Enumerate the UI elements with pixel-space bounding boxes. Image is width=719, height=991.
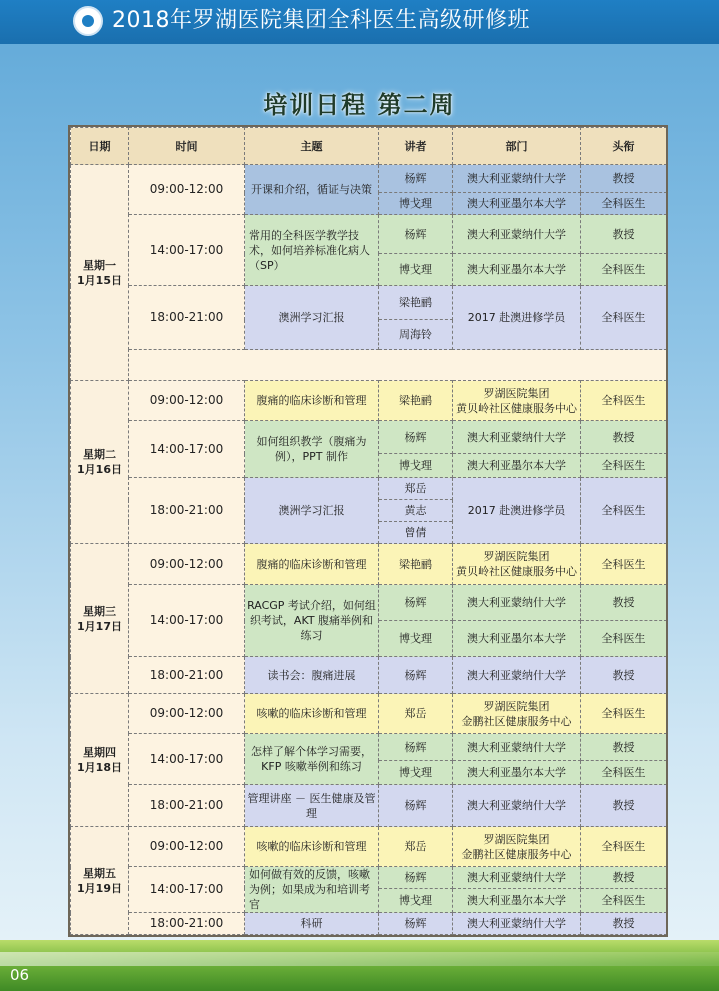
col-header-topic: 主题 bbox=[245, 128, 379, 165]
lecturer-cell: 博戈理 bbox=[379, 454, 453, 478]
table-row bbox=[71, 544, 667, 585]
day-cell-thursday: 星期四 1月18日 bbox=[71, 694, 129, 827]
table-row bbox=[71, 478, 667, 500]
table-row bbox=[71, 913, 667, 935]
topic-cell: 腹痛的临床诊断和管理 bbox=[245, 544, 379, 585]
table-row bbox=[71, 785, 667, 827]
department-cell: 澳大利亚墨尔本大学 bbox=[453, 621, 581, 657]
spacer-row bbox=[71, 350, 667, 381]
time-cell: 18:00-21:00 bbox=[129, 286, 245, 350]
title-cell: 教授 bbox=[581, 657, 667, 694]
time-cell: 18:00-21:00 bbox=[129, 478, 245, 544]
table-row bbox=[71, 286, 667, 320]
lecturer-cell: 杨辉 bbox=[379, 215, 453, 254]
topic-cell: 开课和介绍，循证与决策 bbox=[245, 165, 379, 215]
lecturer-cell: 博戈理 bbox=[379, 193, 453, 215]
lecturer-cell: 杨辉 bbox=[379, 421, 453, 454]
table-row bbox=[71, 827, 667, 867]
title-cell: 全科医生 bbox=[581, 254, 667, 286]
title-cell: 全科医生 bbox=[581, 827, 667, 867]
topic-cell: 科研 bbox=[245, 913, 379, 935]
department-cell: 罗湖医院集团 金鹏社区健康服务中心 bbox=[453, 694, 581, 734]
lecturer-cell: 郑岳 bbox=[379, 827, 453, 867]
department-cell: 2017 赴澳进修学员 bbox=[453, 286, 581, 350]
table-row bbox=[71, 585, 667, 621]
department-cell: 澳大利亚蒙纳什大学 bbox=[453, 867, 581, 889]
title-cell: 教授 bbox=[581, 165, 667, 193]
table-row bbox=[71, 694, 667, 734]
table-row bbox=[71, 421, 667, 454]
lecturer-cell: 博戈理 bbox=[379, 761, 453, 785]
table-row bbox=[71, 657, 667, 694]
time-cell: 14:00-17:00 bbox=[129, 734, 245, 785]
topic-cell: 读书会：腹痛进展 bbox=[245, 657, 379, 694]
time-cell: 14:00-17:00 bbox=[129, 585, 245, 657]
table-row bbox=[71, 215, 667, 254]
table-row bbox=[71, 867, 667, 889]
lecturer-cell: 博戈理 bbox=[379, 621, 453, 657]
table-row bbox=[71, 165, 667, 193]
table-header-row bbox=[71, 128, 667, 165]
department-cell: 澳大利亚蒙纳什大学 bbox=[453, 421, 581, 454]
schedule-title: 培训日程 第二周 bbox=[263, 91, 456, 119]
lecturer-cell: 杨辉 bbox=[379, 785, 453, 827]
topic-cell: 咳嗽的临床诊断和管理 bbox=[245, 827, 379, 867]
lecturer-cell: 杨辉 bbox=[379, 734, 453, 761]
col-header-date: 日期 bbox=[71, 128, 129, 165]
department-cell: 罗湖医院集团 金鹏社区健康服务中心 bbox=[453, 827, 581, 867]
time-cell: 14:00-17:00 bbox=[129, 421, 245, 478]
lecturer-cell: 博戈理 bbox=[379, 254, 453, 286]
header-bar bbox=[0, 0, 719, 44]
lecturer-cell: 郑岳 bbox=[379, 694, 453, 734]
department-cell: 罗湖医院集团 黄贝岭社区健康服务中心 bbox=[453, 544, 581, 585]
col-header-lecturer: 讲者 bbox=[379, 128, 453, 165]
time-cell: 09:00-12:00 bbox=[129, 381, 245, 421]
topic-cell: 澳洲学习汇报 bbox=[245, 286, 379, 350]
lecturer-cell: 梁艳鹂 bbox=[379, 544, 453, 585]
lecturer-cell: 周海铃 bbox=[379, 320, 453, 350]
schedule-table-frame bbox=[68, 125, 668, 937]
department-cell: 2017 赴澳进修学员 bbox=[453, 478, 581, 544]
day-cell-monday: 星期一 1月15日 bbox=[71, 165, 129, 381]
schedule-table bbox=[70, 127, 667, 935]
title-cell: 教授 bbox=[581, 867, 667, 889]
day-cell-wednesday: 星期三 1月17日 bbox=[71, 544, 129, 694]
lecturer-cell: 曾倩 bbox=[379, 522, 453, 544]
col-header-time: 时间 bbox=[129, 128, 245, 165]
hospital-logo-icon bbox=[73, 6, 103, 36]
lecturer-cell: 杨辉 bbox=[379, 867, 453, 889]
lecturer-cell: 梁艳鹂 bbox=[379, 286, 453, 320]
time-cell: 09:00-12:00 bbox=[129, 694, 245, 734]
department-cell: 澳大利亚蒙纳什大学 bbox=[453, 913, 581, 935]
footer-highlight bbox=[0, 952, 719, 966]
lecturer-cell: 郑岳 bbox=[379, 478, 453, 500]
title-cell: 全科医生 bbox=[581, 286, 667, 350]
lecturer-cell: 杨辉 bbox=[379, 913, 453, 935]
time-cell: 18:00-21:00 bbox=[129, 785, 245, 827]
title-cell: 全科医生 bbox=[581, 478, 667, 544]
table-row bbox=[71, 381, 667, 421]
title-cell: 全科医生 bbox=[581, 621, 667, 657]
title-cell: 全科医生 bbox=[581, 761, 667, 785]
title-cell: 全科医生 bbox=[581, 193, 667, 215]
lecturer-cell: 杨辉 bbox=[379, 585, 453, 621]
topic-cell: 常用的全科医学教学技术，如何培养标准化病人（SP） bbox=[245, 215, 379, 286]
lecturer-cell: 杨辉 bbox=[379, 165, 453, 193]
table-row bbox=[71, 734, 667, 761]
document-title: 2018年罗湖医院集团全科医生高级研修班 bbox=[112, 8, 530, 33]
lecturer-cell: 黄志 bbox=[379, 500, 453, 522]
department-cell: 澳大利亚蒙纳什大学 bbox=[453, 165, 581, 193]
department-cell: 澳大利亚蒙纳什大学 bbox=[453, 585, 581, 621]
title-cell: 教授 bbox=[581, 585, 667, 621]
title-cell: 全科医生 bbox=[581, 888, 667, 912]
title-cell: 全科医生 bbox=[581, 544, 667, 585]
department-cell: 澳大利亚墨尔本大学 bbox=[453, 888, 581, 912]
department-cell: 澳大利亚蒙纳什大学 bbox=[453, 734, 581, 761]
department-cell: 澳大利亚蒙纳什大学 bbox=[453, 785, 581, 827]
topic-cell: 如何做有效的反馈，咳嗽为例；如果成为和培训考官 bbox=[245, 867, 379, 913]
topic-cell: 咳嗽的临床诊断和管理 bbox=[245, 694, 379, 734]
topic-cell: 怎样了解个体学习需要，KFP 咳嗽举例和练习 bbox=[245, 734, 379, 785]
topic-cell: 如何组织教学（腹痛为例），PPT 制作 bbox=[245, 421, 379, 478]
department-cell: 澳大利亚墨尔本大学 bbox=[453, 761, 581, 785]
time-cell: 18:00-21:00 bbox=[129, 657, 245, 694]
time-cell: 09:00-12:00 bbox=[129, 544, 245, 585]
col-header-title: 头衔 bbox=[581, 128, 667, 165]
topic-cell: 管理讲座 － 医生健康及管理 bbox=[245, 785, 379, 827]
title-cell: 教授 bbox=[581, 913, 667, 935]
department-cell: 罗湖医院集团 黄贝岭社区健康服务中心 bbox=[453, 381, 581, 421]
time-cell: 14:00-17:00 bbox=[129, 867, 245, 913]
topic-cell: 腹痛的临床诊断和管理 bbox=[245, 381, 379, 421]
topic-cell: 澳洲学习汇报 bbox=[245, 478, 379, 544]
department-cell: 澳大利亚蒙纳什大学 bbox=[453, 657, 581, 694]
day-cell-friday: 星期五 1月19日 bbox=[71, 827, 129, 935]
title-cell: 教授 bbox=[581, 215, 667, 254]
department-cell: 澳大利亚蒙纳什大学 bbox=[453, 215, 581, 254]
lecturer-cell: 博戈理 bbox=[379, 888, 453, 912]
title-cell: 教授 bbox=[581, 734, 667, 761]
col-header-department: 部门 bbox=[453, 128, 581, 165]
department-cell: 澳大利亚墨尔本大学 bbox=[453, 254, 581, 286]
title-cell: 全科医生 bbox=[581, 694, 667, 734]
lecturer-cell: 杨辉 bbox=[379, 657, 453, 694]
title-cell: 教授 bbox=[581, 421, 667, 454]
time-cell: 18:00-21:00 bbox=[129, 913, 245, 935]
time-cell: 14:00-17:00 bbox=[129, 215, 245, 286]
title-cell: 教授 bbox=[581, 785, 667, 827]
time-cell: 09:00-12:00 bbox=[129, 165, 245, 215]
title-cell: 全科医生 bbox=[581, 381, 667, 421]
department-cell: 澳大利亚墨尔本大学 bbox=[453, 193, 581, 215]
title-cell: 全科医生 bbox=[581, 454, 667, 478]
time-cell: 09:00-12:00 bbox=[129, 827, 245, 867]
topic-cell: RACGP 考试介绍，如何组织考试，AKT 腹痛举例和练习 bbox=[245, 585, 379, 657]
lecturer-cell: 梁艳鹂 bbox=[379, 381, 453, 421]
department-cell: 澳大利亚墨尔本大学 bbox=[453, 454, 581, 478]
day-cell-tuesday: 星期二 1月16日 bbox=[71, 381, 129, 544]
page-number: 06 bbox=[10, 966, 30, 984]
